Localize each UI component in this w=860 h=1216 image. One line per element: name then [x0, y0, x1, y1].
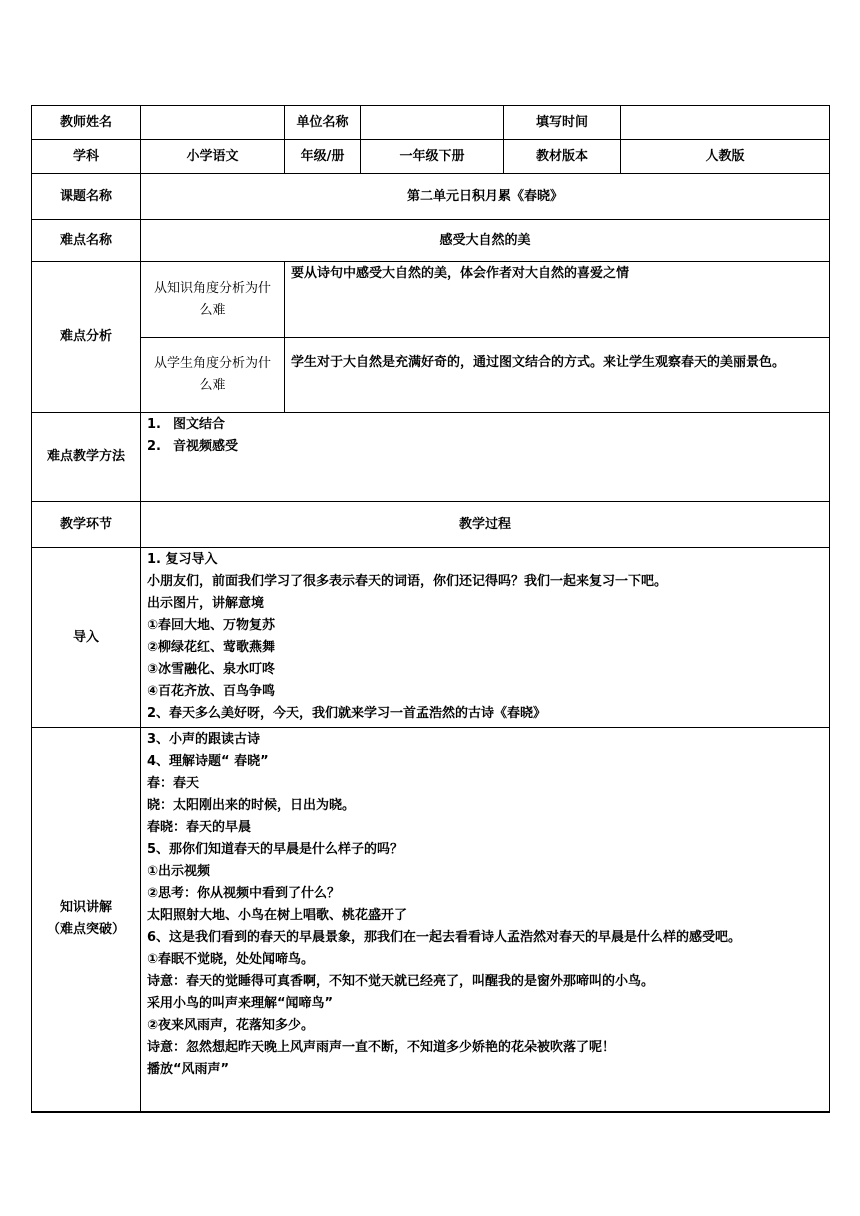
intro-label: 导入	[32, 548, 141, 728]
topic-label: 课题名称	[32, 174, 141, 220]
process-header-row	[32, 502, 830, 548]
method-item-number: 1.	[147, 417, 161, 432]
intro-row	[32, 548, 830, 728]
knowledge-line: 5、那你们知道春天的早晨是什么样子的吗？	[147, 842, 404, 857]
method-label: 难点教学方法	[32, 413, 141, 502]
knowledge-angle-value: 要从诗句中感受大自然的美，体会作者对大自然的喜爱之情	[285, 262, 830, 338]
method-item-number: 2.	[147, 439, 161, 454]
topic-row	[32, 174, 830, 220]
knowledge-label	[32, 728, 141, 1112]
difficulty-label: 难点名称	[32, 220, 141, 262]
fill-time-value[interactable]	[621, 106, 830, 140]
knowledge-line: 播放“风雨声”	[147, 1062, 230, 1077]
knowledge-line: 春：春天	[147, 776, 200, 791]
knowledge-content	[141, 728, 830, 1112]
grade-label: 年级/册	[285, 140, 361, 174]
method-item	[147, 414, 823, 436]
knowledge-line: 晓：太阳刚出来的时候，日出为晓。	[147, 798, 356, 813]
intro-line: 2、春天多么美好呀，今天，我们就来学习一首孟浩然的古诗《春晓》	[147, 706, 547, 721]
grade-value: 一年级下册	[361, 140, 504, 174]
student-angle-value: 学生对于大自然是充满好奇的，通过图文结合的方式。来让学生观察春天的美丽景色。	[285, 338, 830, 413]
intro-line: ④百花齐放、百鸟争鸣	[147, 684, 276, 699]
knowledge-line: 诗意：忽然想起昨天晚上风声雨声一直不断，不知道多少娇艳的花朵被吹落了呢！	[147, 1040, 616, 1055]
edition-label: 教材版本	[504, 140, 621, 174]
knowledge-line: 3、小声的跟读古诗	[147, 732, 261, 747]
knowledge-row	[32, 728, 830, 1112]
knowledge-line: ②思考：你从视频中看到了什么？	[147, 886, 341, 901]
intro-line: ②柳绿花红、莺歌燕舞	[147, 640, 276, 655]
knowledge-line: ②夜来风雨声，花落知多少。	[147, 1018, 315, 1033]
knowledge-line: 太阳照射大地、小鸟在树上唱歌、桃花盛开了	[147, 908, 408, 923]
analysis-label: 难点分析	[32, 262, 141, 413]
unit-name-label: 单位名称	[285, 106, 361, 140]
knowledge-line: ①春眠不觉晓，处处闻啼鸟。	[147, 952, 315, 967]
stage-header: 教学环节	[32, 502, 141, 548]
knowledge-line: 春晓：春天的早晨	[147, 820, 252, 835]
knowledge-line: 4、理解诗题“ 春晓”	[147, 754, 269, 769]
knowledge-line: 采用小鸟的叫声来理解“闻啼鸟”	[147, 996, 334, 1011]
knowledge-label-line1: 知识讲解	[59, 900, 112, 916]
method-list	[141, 413, 830, 502]
knowledge-angle-label: 从知识角度分析为什么难	[141, 262, 285, 338]
edition-value: 人教版	[621, 140, 830, 174]
knowledge-label-line2: （难点突破）	[46, 922, 125, 938]
topic-value: 第二单元日积月累《春晓》	[141, 174, 830, 220]
subject-value: 小学语文	[141, 140, 285, 174]
subject-label: 学科	[32, 140, 141, 174]
intro-line: 小朋友们，前面我们学习了很多表示春天的词语，你们还记得吗？我们一起来复习一下吧。	[147, 574, 668, 589]
difficulty-row	[32, 220, 830, 262]
intro-line: ①春回大地、万物复苏	[147, 618, 276, 633]
knowledge-line: ①出示视频	[147, 864, 211, 879]
subject-row	[32, 140, 830, 174]
method-item	[147, 436, 823, 458]
teacher-name-value[interactable]	[141, 106, 285, 140]
knowledge-line: 诗意：春天的觉睡得可真香啊，不知不觉天就已经亮了，叫醒我的是窗外那啼叫的小鸟。	[147, 974, 655, 989]
analysis-student-row	[32, 338, 830, 413]
analysis-knowledge-row	[32, 262, 830, 338]
teacher-name-label: 教师姓名	[32, 106, 141, 140]
method-item-text: 音视频感受	[173, 439, 239, 454]
unit-name-value[interactable]	[361, 106, 504, 140]
method-row	[32, 413, 830, 502]
fill-time-label: 填写时间	[504, 106, 621, 140]
difficulty-value: 感受大自然的美	[141, 220, 830, 262]
intro-line: 1. 复习导入	[147, 552, 218, 567]
knowledge-line: 6、这是我们看到的春天的早晨景象，那我们在一起去看看诗人孟浩然对春天的早晨是什么样的感受吧。	[147, 930, 742, 945]
lesson-plan-table	[31, 105, 830, 1113]
intro-line: ③冰雪融化、泉水叮咚	[147, 662, 276, 677]
intro-content	[141, 548, 830, 728]
method-item-text: 图文结合	[173, 417, 226, 432]
intro-line: 出示图片，讲解意境	[147, 596, 265, 611]
process-header: 教学过程	[141, 502, 830, 548]
student-angle-label: 从学生角度分析为什么难	[141, 338, 285, 413]
header-row	[32, 106, 830, 140]
